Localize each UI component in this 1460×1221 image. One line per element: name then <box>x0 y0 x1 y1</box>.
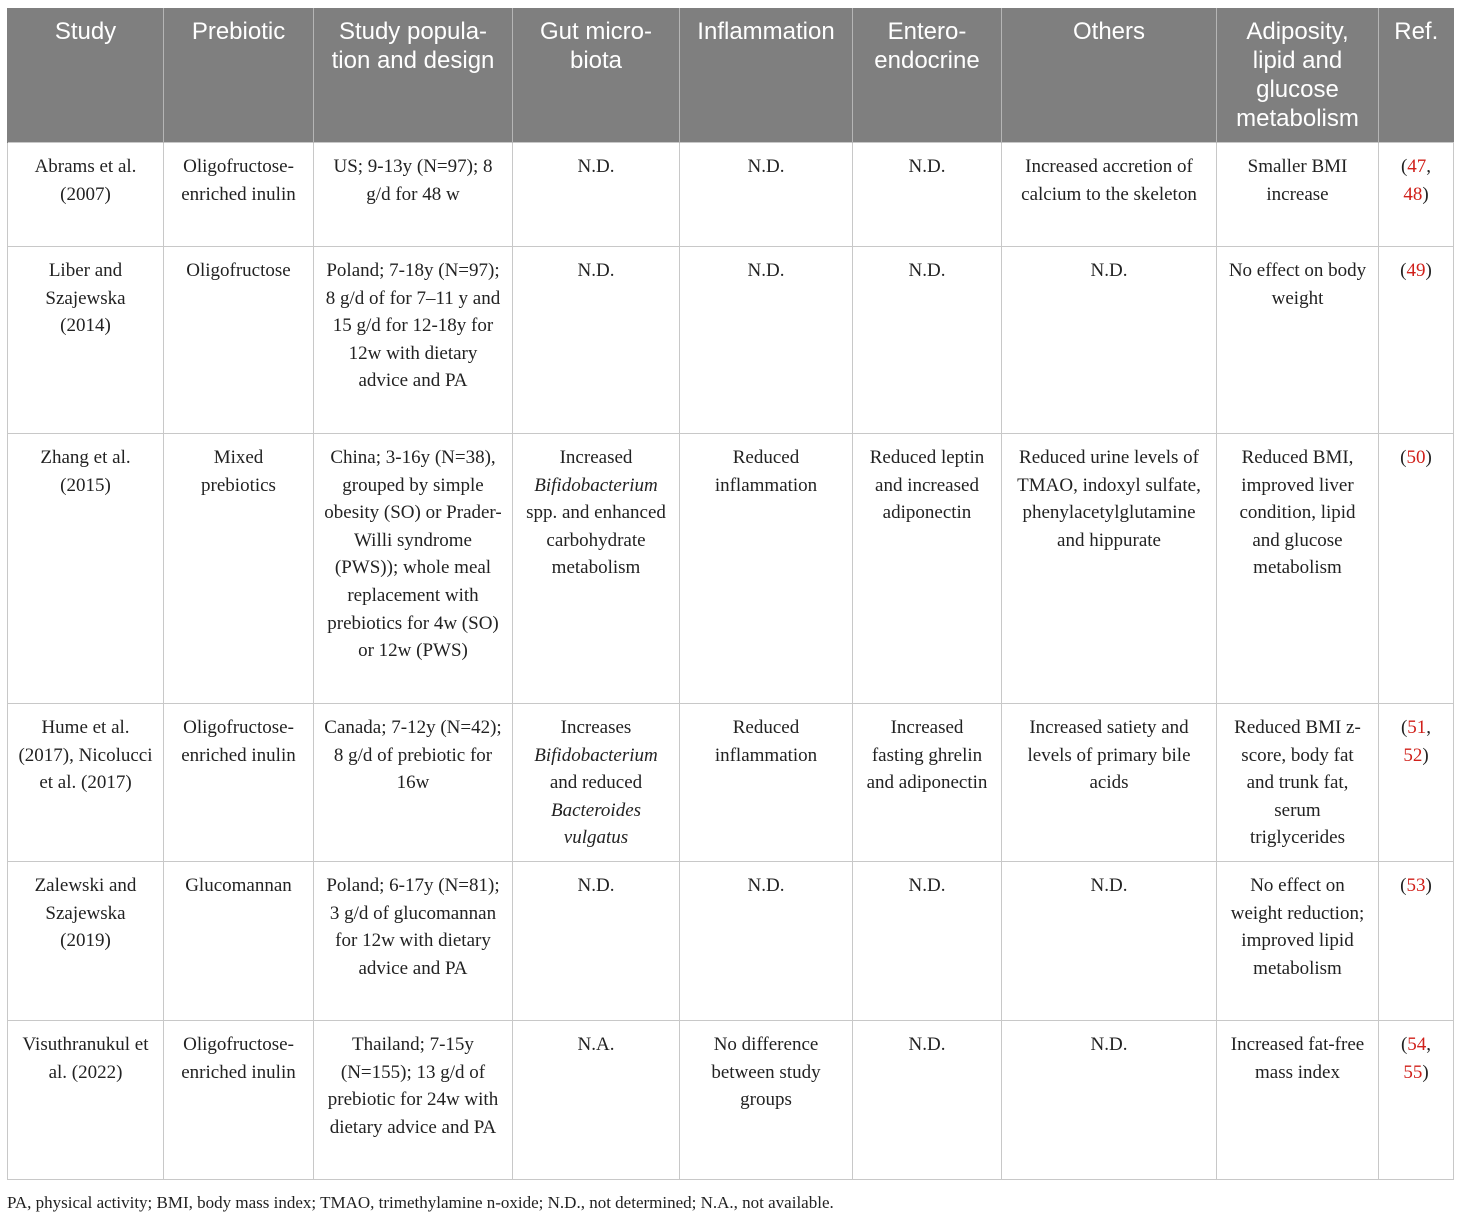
header-population: Study popula-tion and design <box>314 8 513 143</box>
taxon-name: Bacteroides vulgatus <box>550 799 642 849</box>
cell-ref: (53) <box>1379 862 1454 1021</box>
cell-microbiota: N.D. <box>513 143 680 247</box>
cell-prebiotic: Mixed prebiotics <box>164 434 314 704</box>
header-ref: Ref. <box>1379 8 1454 143</box>
cell-microbiota: N.D. <box>513 247 680 434</box>
cell-population: China; 3-16y (N=38), grouped by simple obesity (SO) or Prader-Willi syndrome (PWS)); whole meal replacement with prebiotics for 4w (SO) or 12w (PWS) <box>314 434 513 704</box>
cell-study: Liber and Szajewska (2014) <box>8 247 164 434</box>
header-study: Study <box>8 8 164 143</box>
microbiota-text: Increases <box>560 717 632 738</box>
cell-enteroendocrine: N.D. <box>853 862 1002 1021</box>
cell-prebiotic: Oligofructose-enriched inulin <box>164 704 314 862</box>
ref-link[interactable]: 47 <box>1407 156 1427 177</box>
header-prebiotic: Prebiotic <box>164 8 314 143</box>
ref-link[interactable]: 49 <box>1406 260 1426 281</box>
cell-adiposity: Reduced BMI z-score, body fat and trunk fat, serum triglycerides <box>1217 704 1379 862</box>
cell-enteroendocrine: Increased fasting ghrelin and adiponectin <box>853 704 1002 862</box>
cell-study: Zalewski and Szajewska (2019) <box>8 862 164 1021</box>
study-table <box>7 8 1454 1180</box>
cell-adiposity: No effect on weight reduction; improved lipid metabolism <box>1217 862 1379 1021</box>
cell-study: Zhang et al. (2015) <box>8 434 164 704</box>
cell-population: Poland; 6-17y (N=81); 3 g/d of glucomannan for 12w with dietary advice and PA <box>314 862 513 1021</box>
ref-link[interactable]: 55 <box>1403 1061 1423 1083</box>
cell-others: N.D. <box>1002 1021 1217 1180</box>
cell-ref: (54, 55) <box>1379 1021 1454 1180</box>
cell-inflammation: No difference between study groups <box>680 1021 853 1180</box>
cell-population: Canada; 7-12y (N=42); 8 g/d of prebiotic for 16w <box>314 704 513 862</box>
cell-microbiota: N.A. <box>513 1021 680 1180</box>
cell-inflammation: Reduced inflammation <box>680 434 853 704</box>
table-row <box>8 143 1454 247</box>
header-enteroendocrine: Entero-endocrine <box>853 8 1002 143</box>
cell-others: Reduced urine levels of TMAO, indoxyl sulfate, phenylacetylglutamine and hippurate <box>1002 434 1217 704</box>
table-row <box>8 247 1454 434</box>
cell-study: Abrams et al. (2007) <box>8 143 164 247</box>
microbiota-text: spp. and enhanced carbohydrate metabolism <box>526 502 666 579</box>
cell-others: Increased accretion of calcium to the skeleton <box>1002 143 1217 247</box>
ref-link[interactable]: 53 <box>1406 875 1426 896</box>
cell-others: Increased satiety and levels of primary bile acids <box>1002 704 1217 862</box>
table-row <box>8 1021 1454 1180</box>
cell-microbiota <box>513 434 680 704</box>
cell-enteroendocrine: N.D. <box>853 1021 1002 1180</box>
ref-link[interactable]: 54 <box>1407 1034 1427 1055</box>
ref-link[interactable]: 50 <box>1406 447 1426 468</box>
header-adiposity: Adiposity, lipid and glucose metabolism <box>1217 8 1379 143</box>
table-container <box>7 8 1453 1180</box>
cell-ref: (47, 48) <box>1379 143 1454 247</box>
cell-population: US; 9-13y (N=97); 8 g/d for 48 w <box>314 143 513 247</box>
cell-study: Hume et al. (2017), Nicolucci et al. (2017) <box>8 704 164 862</box>
table-row <box>8 434 1454 704</box>
header-inflammation: Inflammation <box>680 8 853 143</box>
cell-others: N.D. <box>1002 862 1217 1021</box>
ref-link[interactable]: 51 <box>1407 717 1427 738</box>
cell-microbiota <box>513 704 680 862</box>
ref-link[interactable]: 52 <box>1403 744 1423 766</box>
cell-enteroendocrine: N.D. <box>853 247 1002 434</box>
table-row <box>8 704 1454 862</box>
header-microbiota: Gut micro-biota <box>513 8 680 143</box>
cell-prebiotic: Oligofructose <box>164 247 314 434</box>
cell-inflammation: N.D. <box>680 247 853 434</box>
cell-prebiotic: Oligofructose-enriched inulin <box>164 143 314 247</box>
microbiota-text: Increased <box>559 447 633 468</box>
microbiota-text: and reduced <box>549 772 643 794</box>
cell-inflammation: N.D. <box>680 143 853 247</box>
cell-inflammation: Reduced inflammation <box>680 704 853 862</box>
cell-others: N.D. <box>1002 247 1217 434</box>
cell-microbiota: N.D. <box>513 862 680 1021</box>
taxon-name: Bifidobacterium <box>534 744 658 766</box>
cell-population: Thailand; 7-15y (N=155); 13 g/d of prebiotic for 24w with dietary advice and PA <box>314 1021 513 1180</box>
header-row <box>8 8 1454 143</box>
cell-ref: (51, 52) <box>1379 704 1454 862</box>
cell-adiposity: No effect on body weight <box>1217 247 1379 434</box>
cell-prebiotic: Oligofructose-enriched inulin <box>164 1021 314 1180</box>
cell-population: Poland; 7-18y (N=97); 8 g/d of for 7–11 y and 15 g/d for 12-18y for 12w with dietary advice and PA <box>314 247 513 434</box>
ref-link[interactable]: 48 <box>1403 183 1423 205</box>
cell-ref: (49) <box>1379 247 1454 434</box>
cell-adiposity: Increased fat-free mass index <box>1217 1021 1379 1180</box>
cell-enteroendocrine: Reduced leptin and increased adiponectin <box>853 434 1002 704</box>
taxon-name: Bifidobacterium <box>534 474 658 496</box>
table-row <box>8 862 1454 1021</box>
table-footnote: PA, physical activity; BMI, body mass index; TMAO, trimethylamine n-oxide; N.D., not determined; N.A., not available. <box>7 1193 834 1212</box>
cell-enteroendocrine: N.D. <box>853 143 1002 247</box>
cell-inflammation: N.D. <box>680 862 853 1021</box>
cell-study: Visuthranukul et al. (2022) <box>8 1021 164 1180</box>
cell-prebiotic: Glucomannan <box>164 862 314 1021</box>
header-others: Others <box>1002 8 1217 143</box>
cell-adiposity: Smaller BMI increase <box>1217 143 1379 247</box>
cell-adiposity: Reduced BMI, improved liver condition, lipid and glucose metabolism <box>1217 434 1379 704</box>
cell-ref: (50) <box>1379 434 1454 704</box>
